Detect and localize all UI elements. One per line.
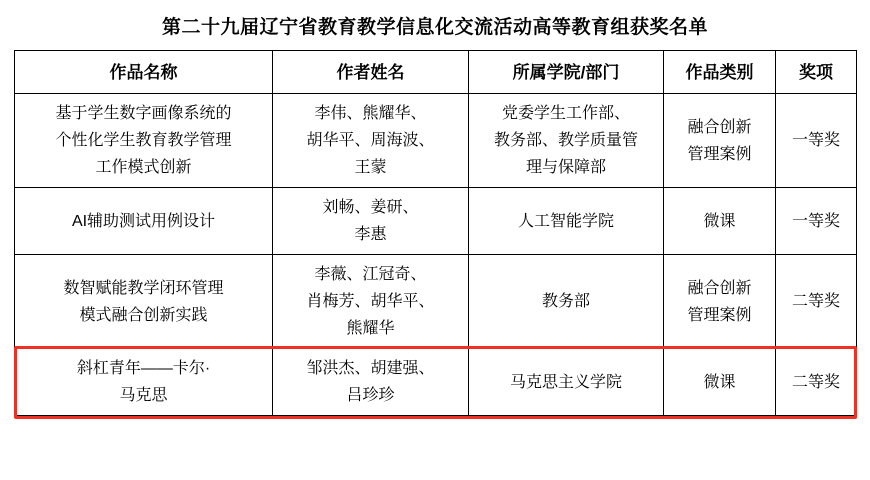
- text-line: 马克思: [119, 387, 168, 404]
- text-line: 熊耀华: [346, 320, 395, 337]
- text-line: 管理案例: [687, 306, 752, 324]
- cell-category: 微课: [664, 188, 776, 255]
- table-body: [15, 94, 857, 416]
- cell-category: 微课: [664, 349, 776, 416]
- table-header-row: [15, 51, 857, 94]
- text-line: 个性化学生教育教学管理: [55, 132, 232, 149]
- text-line: 党委学生工作部、: [501, 105, 630, 122]
- cell-work-name: [15, 349, 273, 416]
- cell-author: [273, 255, 469, 349]
- cell-prize: 二等奖: [776, 255, 857, 349]
- text-line: 融合创新: [687, 118, 752, 136]
- column-header-prize: 奖项: [776, 51, 857, 94]
- cell-work-name: [15, 94, 273, 188]
- text-line: 肖梅芳、胡华平、: [306, 293, 435, 310]
- text-line: 数智赋能教学闭环管理: [63, 279, 224, 297]
- column-header-department: 所属学院/部门: [469, 51, 664, 94]
- text-line: 理与保障部: [525, 159, 606, 176]
- column-header-category: 作品类别: [664, 51, 776, 94]
- cell-prize: 二等奖: [776, 349, 857, 416]
- text-line: 工作模式创新: [95, 159, 192, 176]
- column-header-author: 作者姓名: [273, 51, 469, 94]
- text-line: 斜杠青年——卡尔·: [76, 360, 211, 377]
- cell-department: 马克思主义学院: [469, 349, 664, 416]
- text-line: 管理案例: [687, 145, 752, 163]
- table-row: [15, 188, 857, 255]
- cell-author: [273, 188, 469, 255]
- text-line: 胡华平、周海波、: [306, 132, 435, 149]
- cell-author: [273, 349, 469, 416]
- cell-prize: 一等奖: [776, 94, 857, 188]
- cell-work-name: AI辅助测试用例设计: [15, 188, 273, 255]
- text-line: 王蒙: [354, 159, 387, 176]
- award-list-table: [14, 50, 857, 416]
- table-row: [15, 94, 857, 188]
- text-line: 模式融合创新实践: [79, 306, 208, 324]
- cell-prize: 一等奖: [776, 188, 857, 255]
- text-line: 教务部、教学质量管: [493, 132, 638, 149]
- cell-category: [664, 94, 776, 188]
- page-title: 第二十九届辽宁省教育教学信息化交流活动高等教育组获奖名单: [161, 17, 708, 38]
- text-line: 李惠: [354, 226, 387, 243]
- text-line: 李伟、熊耀华、: [314, 105, 427, 122]
- table-row-highlighted: [15, 349, 857, 416]
- text-line: 刘畅、姜研、: [322, 199, 419, 216]
- cell-department: [469, 94, 664, 188]
- cell-work-name: [15, 255, 273, 349]
- text-line: 基于学生数字画像系统的: [55, 105, 232, 122]
- column-header-work-name: 作品名称: [15, 51, 273, 94]
- text-line: 李薇、江冠奇、: [314, 266, 427, 283]
- cell-department: 教务部: [469, 255, 664, 349]
- cell-author: [273, 94, 469, 188]
- table-row: [15, 255, 857, 349]
- text-line: 融合创新: [687, 279, 752, 297]
- text-line: 邹洪杰、胡建强、: [306, 360, 435, 377]
- cell-department: 人工智能学院: [469, 188, 664, 255]
- text-line: 吕珍珍: [346, 387, 395, 404]
- cell-category: [664, 255, 776, 349]
